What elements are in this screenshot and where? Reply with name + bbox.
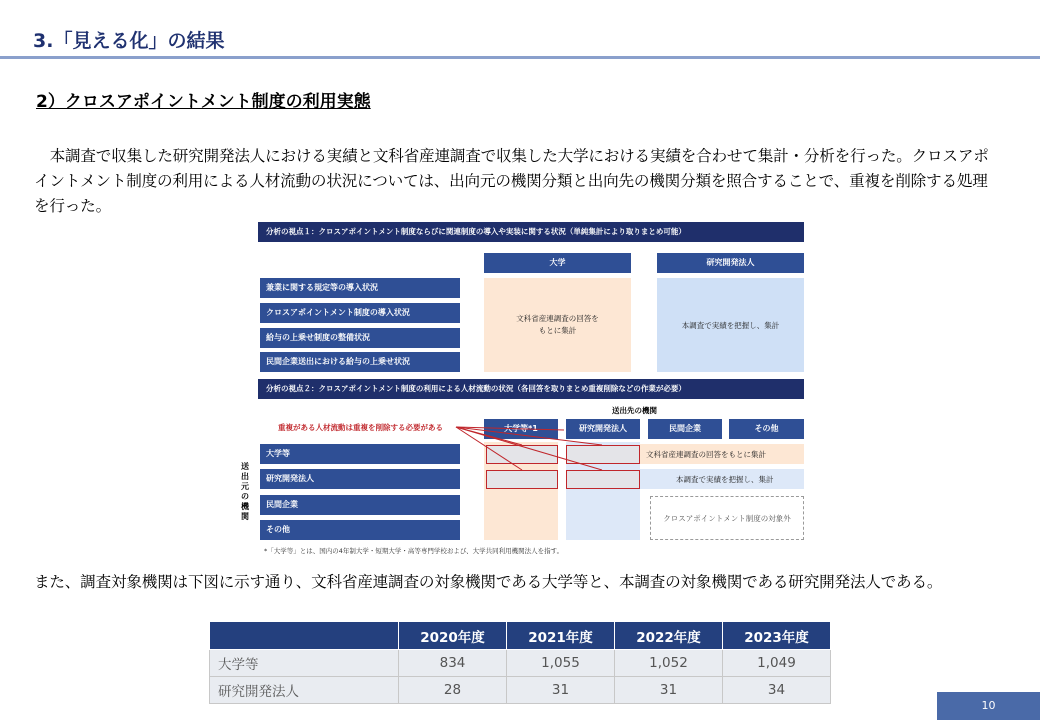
dup-connector-lines bbox=[232, 222, 807, 562]
strip-university: 文科省産連調査の回答をもとに集計 bbox=[640, 444, 804, 464]
table-cell: 34 bbox=[723, 677, 831, 704]
dest-col-2: 民間企業 bbox=[648, 419, 722, 439]
destination-label: 送出先の機関 bbox=[612, 406, 657, 415]
rd-box: 本調査で実績を把握し、集計 bbox=[657, 278, 804, 372]
table-header-2020: 2020年度 bbox=[399, 622, 507, 650]
viewpoint2-bar: 分析の視点２：クロスアポイントメント制度の利用による人材流動の状況（各回答を取りまとめ重複削除などの作業が必要） bbox=[258, 379, 804, 399]
slide-title: 3.「見える化」の結果 bbox=[33, 30, 225, 52]
col-head-university: 大学 bbox=[484, 253, 631, 273]
peach-text-2: もとに集計 bbox=[538, 326, 577, 335]
table-row bbox=[210, 650, 831, 677]
table-header-row bbox=[210, 622, 831, 650]
row2-label-3: その他 bbox=[260, 520, 460, 540]
dest-col-0: 大学等*1 bbox=[484, 419, 558, 439]
row1-label-0: 兼業に関する規定等の導入状況 bbox=[260, 278, 460, 298]
table-header-2022: 2022年度 bbox=[615, 622, 723, 650]
row2-label-0: 大学等 bbox=[260, 444, 460, 464]
out-of-scope-box: クロスアポイントメント制度の対象外 bbox=[650, 496, 804, 540]
row1-label-2: 給与の上乗せ制度の整備状況 bbox=[260, 328, 460, 348]
table-cell: 31 bbox=[615, 677, 723, 704]
peach-text-1: 文科省産連調査の回答を bbox=[516, 314, 599, 323]
source-label: 送出元の機関 bbox=[241, 462, 249, 521]
table-row-label: 研究開発法人 bbox=[210, 677, 399, 704]
dest-col-1: 研究開発法人 bbox=[566, 419, 640, 439]
analysis-diagram bbox=[232, 222, 807, 562]
table-header-2021: 2021年度 bbox=[507, 622, 615, 650]
body-paragraph-2: また、調査対象機関は下図に示す通り、文科省産連調査の対象機関である大学等と、本調査の対象機関である研究開発法人である。 bbox=[34, 573, 943, 591]
table-cell: 1,049 bbox=[723, 650, 831, 677]
institution-count-table bbox=[209, 621, 831, 704]
figure-footnote: *「大学等」とは、国内の4年制大学・短期大学・高等専門学校および、大学共同利用機関法人を指す。 bbox=[264, 547, 564, 555]
viewpoint1-bar: 分析の視点１：クロスアポイントメント制度ならびに関連制度の導入や実装に関する状況（単純集計により取りまとめ可能） bbox=[258, 222, 804, 242]
title-divider bbox=[0, 56, 1040, 59]
row2-label-1: 研究開発法人 bbox=[260, 469, 460, 489]
table-row bbox=[210, 677, 831, 704]
table-header-2023: 2023年度 bbox=[723, 622, 831, 650]
body-paragraph-1: 本調査で収集した研究開発法人における実績と文科省産連調査で収集した大学における実績を合わせて集計・分析を行った。クロスアポイントメント制度の利用による人材流動の状況については、出向元の機関分類と出向先の機関分類を照合することで、重複を削除する処理を行った。 bbox=[34, 147, 989, 215]
duplicate-note: 重複がある人材流動は重複を削除する必要がある bbox=[278, 423, 443, 432]
table-cell: 28 bbox=[399, 677, 507, 704]
table-cell: 1,052 bbox=[615, 650, 723, 677]
row2-label-2: 民間企業 bbox=[260, 495, 460, 515]
strip-rd: 本調査で実績を把握し、集計 bbox=[640, 469, 804, 489]
table-cell: 31 bbox=[507, 677, 615, 704]
table-row-label: 大学等 bbox=[210, 650, 399, 677]
row1-label-3: 民間企業送出における給与の上乗せ状況 bbox=[260, 352, 460, 372]
table-header-blank bbox=[210, 622, 399, 650]
row1-label-1: クロスアポイントメント制度の導入状況 bbox=[260, 303, 460, 323]
table-cell: 1,055 bbox=[507, 650, 615, 677]
section-heading: 2）クロスアポイントメント制度の利用実態 bbox=[36, 92, 371, 112]
page-number: 10 bbox=[937, 692, 1040, 720]
col-head-rd: 研究開発法人 bbox=[657, 253, 804, 273]
table-cell: 834 bbox=[399, 650, 507, 677]
dest-col-3: その他 bbox=[729, 419, 804, 439]
